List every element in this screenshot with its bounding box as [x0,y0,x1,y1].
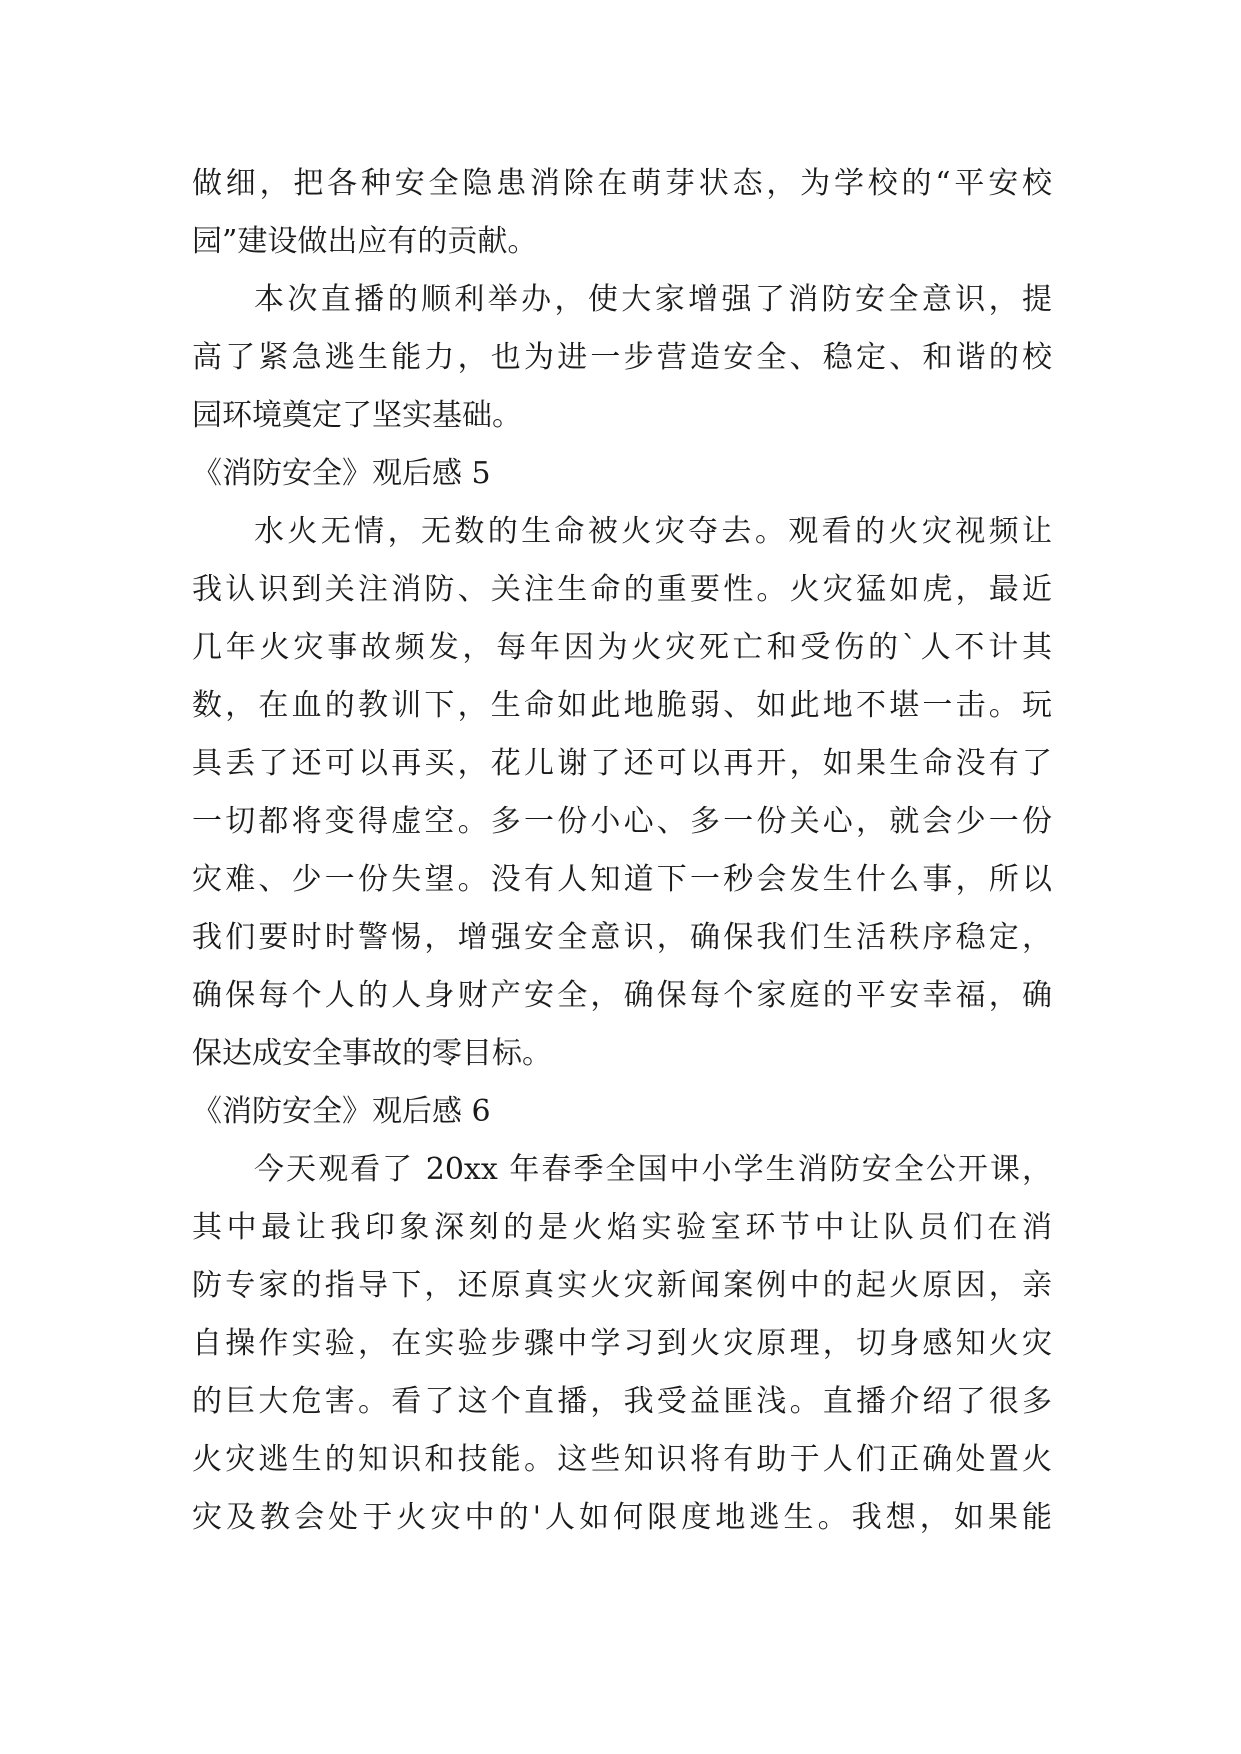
paragraph-line: 高了紧急逃生能力，也为进一步营造安全、稳定、和谐的校 [192,340,1052,375]
paragraph-line: 灾难、少一份失望。没有人知道下一秒会发生什么事，所以 [192,862,1052,897]
paragraph-line: 数，在血的教训下，生命如此地脆弱、如此地不堪一击。玩 [192,688,1052,723]
paragraph-line: 几年火灾事故频发，每年因为火灾死亡和受伤的`人不计其 [192,630,1052,665]
paragraph-line: 确保每个人的人身财产安全，确保每个家庭的平安幸福，确 [192,978,1052,1013]
paragraph-line: 一切都将变得虚空。多一份小心、多一份关心，就会少一份 [192,804,1052,839]
paragraph-line: 园环境奠定了坚实基础。 [192,398,522,433]
paragraph-line: 火灾逃生的知识和技能。这些知识将有助于人们正确处置火 [192,1442,1052,1477]
section-heading: 《消防安全》观后感 5 [192,456,491,491]
paragraph-line: 园”建设做出应有的贡献。 [192,224,538,259]
paragraph-line: 水火无情，无数的生命被火灾夺去。观看的火灾视频让 [254,514,1052,549]
paragraph-line: 自操作实验，在实验步骤中学习到火灾原理，切身感知火灾 [192,1326,1052,1361]
paragraph-line: 我们要时时警惕，增强安全意识，确保我们生活秩序稳定， [192,920,1052,955]
paragraph-line: 今天观看了 20xx 年春季全国中小学生消防安全公开课， [254,1152,1052,1187]
paragraph-line: 保达成安全事故的零目标。 [192,1036,552,1071]
paragraph-line: 本次直播的顺利举办，使大家增强了消防安全意识，提 [254,282,1052,317]
paragraph-line: 的巨大危害。看了这个直播，我受益匪浅。直播介绍了很多 [192,1384,1052,1419]
paragraph-line: 灾及教会处于火灾中的'人如何限度地逃生。我想，如果能 [192,1500,1052,1535]
paragraph-line: 我认识到关注消防、关注生命的重要性。火灾猛如虎，最近 [192,572,1052,607]
paragraph-line: 其中最让我印象深刻的是火焰实验室环节中让队员们在消 [192,1210,1052,1245]
paragraph-line: 具丢了还可以再买，花儿谢了还可以再开，如果生命没有了 [192,746,1052,781]
paragraph-line: 防专家的指导下，还原真实火灾新闻案例中的起火原因，亲 [192,1268,1052,1303]
paragraph-line: 做细，把各种安全隐患消除在萌芽状态，为学校的“平安校 [192,166,1052,201]
section-heading: 《消防安全》观后感 6 [192,1094,491,1129]
